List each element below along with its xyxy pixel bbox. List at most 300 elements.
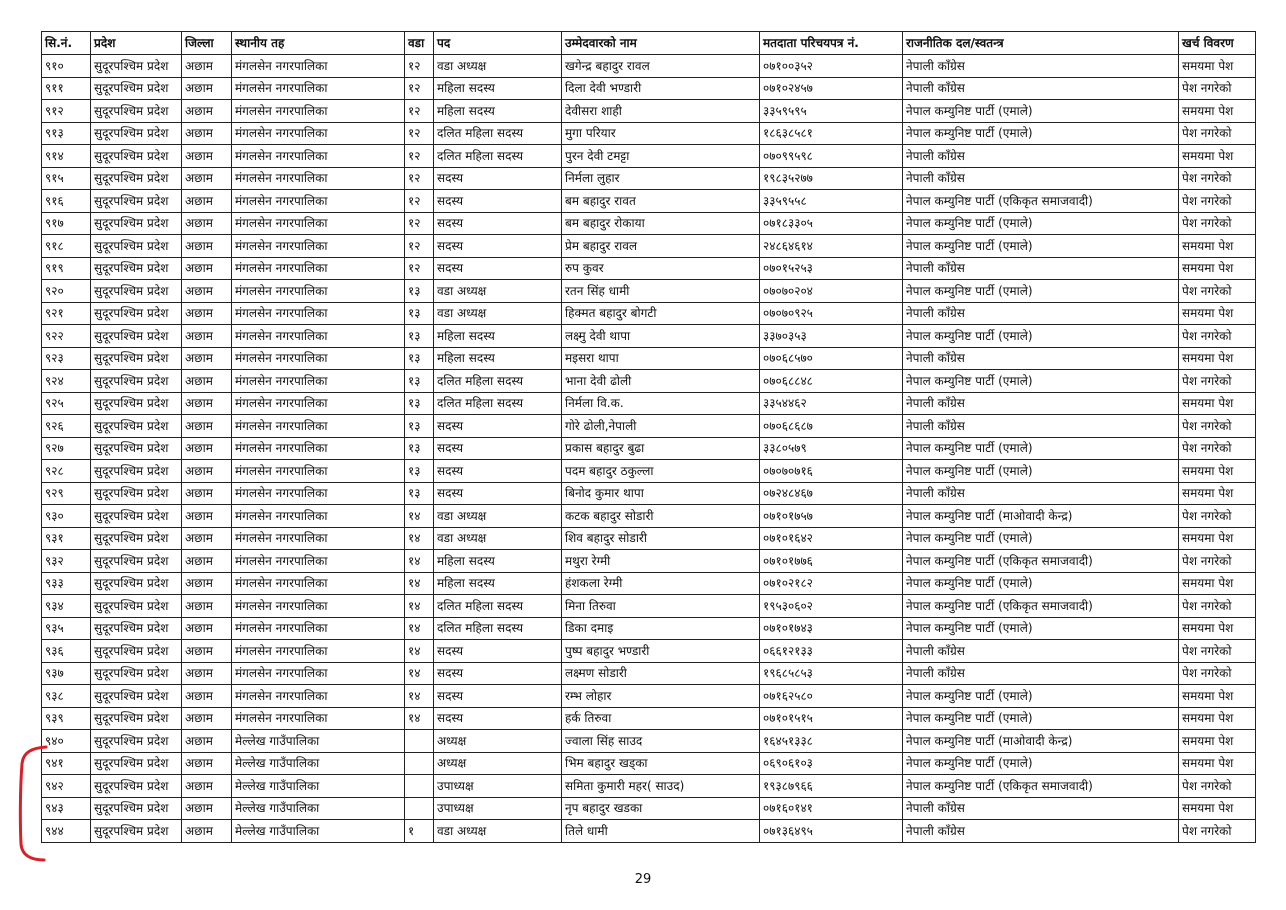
table-row — [42, 280, 1256, 303]
cell-post: सदस्य — [434, 212, 562, 235]
cell-district: अछाम — [182, 100, 232, 123]
cell-ward — [405, 775, 434, 798]
cell-post: वडा अध्यक्ष — [434, 527, 562, 550]
cell-post: सदस्य — [434, 415, 562, 438]
cell-province: सुदूरपश्चिम प्रदेश — [91, 617, 182, 640]
cell-voter-id: ०७१३६४९५ — [760, 820, 903, 843]
cell-candidate-name: बिनोद कुमार थापा — [562, 482, 760, 505]
table-row — [42, 595, 1256, 618]
cell-party: नेपाली काँग्रेस — [903, 302, 1179, 325]
cell-serial: ९३१ — [42, 527, 91, 550]
cell-post: वडा अध्यक्ष — [434, 302, 562, 325]
cell-expense-status: पेश नगरेको — [1179, 595, 1256, 618]
cell-ward: १२ — [405, 145, 434, 168]
cell-party: नेपाल कम्युनिष्ट पार्टी (एमाले) — [903, 370, 1179, 393]
cell-expense-status: समयमा पेश — [1179, 617, 1256, 640]
cell-local-level: मंगलसेन नगरपालिका — [232, 550, 405, 573]
cell-province: सुदूरपश्चिम प्रदेश — [91, 730, 182, 753]
cell-district: अछाम — [182, 347, 232, 370]
cell-local-level: मंगलसेन नगरपालिका — [232, 190, 405, 213]
cell-post: सदस्य — [434, 640, 562, 663]
cell-province: सुदूरपश्चिम प्रदेश — [91, 347, 182, 370]
cell-ward: १४ — [405, 550, 434, 573]
cell-ward: १२ — [405, 77, 434, 100]
table-row — [42, 775, 1256, 798]
cell-serial: ९४४ — [42, 820, 91, 843]
cell-serial: ९२४ — [42, 370, 91, 393]
cell-post: सदस्य — [434, 167, 562, 190]
cell-local-level: मंगलसेन नगरपालिका — [232, 482, 405, 505]
cell-expense-status: पेश नगरेको — [1179, 640, 1256, 663]
cell-expense-status: समयमा पेश — [1179, 460, 1256, 483]
cell-local-level: मंगलसेन नगरपालिका — [232, 415, 405, 438]
cell-voter-id: १९८३५२७७ — [760, 167, 903, 190]
column-header-province: प्रदेश — [91, 32, 182, 55]
cell-province: सुदूरपश्चिम प्रदेश — [91, 145, 182, 168]
cell-candidate-name: पुष्प बहादुर भण्डारी — [562, 640, 760, 663]
cell-post: सदस्य — [434, 235, 562, 258]
table-row — [42, 190, 1256, 213]
cell-district: अछाम — [182, 77, 232, 100]
cell-expense-status: समयमा पेश — [1179, 145, 1256, 168]
cell-province: सुदूरपश्चिम प्रदेश — [91, 122, 182, 145]
cell-province: सुदूरपश्चिम प्रदेश — [91, 685, 182, 708]
table-row — [42, 550, 1256, 573]
cell-expense-status: पेश नगरेको — [1179, 505, 1256, 528]
cell-province: सुदूरपश्चिम प्रदेश — [91, 550, 182, 573]
cell-post: दलित महिला सदस्य — [434, 370, 562, 393]
table-row — [42, 662, 1256, 685]
cell-candidate-name: हर्क तिरुवा — [562, 707, 760, 730]
cell-province: सुदूरपश्चिम प्रदेश — [91, 797, 182, 820]
cell-expense-status: समयमा पेश — [1179, 707, 1256, 730]
cell-candidate-name: पुरन देवी टमट्टा — [562, 145, 760, 168]
cell-expense-status: समयमा पेश — [1179, 235, 1256, 258]
cell-post: दलित महिला सदस्य — [434, 392, 562, 415]
cell-ward: १४ — [405, 707, 434, 730]
cell-district: अछाम — [182, 482, 232, 505]
table-row — [42, 145, 1256, 168]
cell-serial: ९२५ — [42, 392, 91, 415]
table-row — [42, 257, 1256, 280]
cell-voter-id: ३३८०५७९ — [760, 437, 903, 460]
cell-ward: १३ — [405, 392, 434, 415]
cell-candidate-name: रतन सिंह धामी — [562, 280, 760, 303]
cell-expense-status: समयमा पेश — [1179, 685, 1256, 708]
cell-voter-id: २४८६४६१४ — [760, 235, 903, 258]
cell-expense-status: समयमा पेश — [1179, 392, 1256, 415]
cell-candidate-name: मइसरा थापा — [562, 347, 760, 370]
cell-voter-id: ०६६१२१३३ — [760, 640, 903, 663]
cell-party: नेपाली काँग्रेस — [903, 797, 1179, 820]
cell-post: दलित महिला सदस्य — [434, 122, 562, 145]
cell-district: अछाम — [182, 662, 232, 685]
page-number: 29 — [634, 872, 652, 887]
cell-local-level: मंगलसेन नगरपालिका — [232, 460, 405, 483]
cell-candidate-name: हिक्मत बहादुर बोगटी — [562, 302, 760, 325]
cell-candidate-name: रम्भ लोहार — [562, 685, 760, 708]
cell-party: नेपाली काँग्रेस — [903, 55, 1179, 78]
cell-candidate-name: खगेन्द्र बहादुर रावल — [562, 55, 760, 78]
cell-local-level: मंगलसेन नगरपालिका — [232, 347, 405, 370]
cell-expense-status: पेश नगरेको — [1179, 122, 1256, 145]
cell-party: नेपाली काँग्रेस — [903, 77, 1179, 100]
handwritten-bracket-annotation — [14, 744, 54, 864]
cell-local-level: मेल्लेख गाउँपालिका — [232, 752, 405, 775]
cell-voter-id: ०७०१५२५३ — [760, 257, 903, 280]
cell-district: अछाम — [182, 797, 232, 820]
cell-post: महिला सदस्य — [434, 572, 562, 595]
cell-local-level: मंगलसेन नगरपालिका — [232, 370, 405, 393]
cell-post: वडा अध्यक्ष — [434, 820, 562, 843]
cell-local-level: मंगलसेन नगरपालिका — [232, 617, 405, 640]
cell-district: अछाम — [182, 212, 232, 235]
cell-ward: १२ — [405, 167, 434, 190]
cell-district: अछाम — [182, 775, 232, 798]
cell-party: नेपाल कम्युनिष्ट पार्टी (एमाले) — [903, 437, 1179, 460]
table-row — [42, 100, 1256, 123]
cell-party: नेपाल कम्युनिष्ट पार्टी (एमाले) — [903, 122, 1179, 145]
cell-province: सुदूरपश्चिम प्रदेश — [91, 167, 182, 190]
column-header-candidate-name: उम्मेदवारको नाम — [562, 32, 760, 55]
table-row — [42, 752, 1256, 775]
column-header-post: पद — [434, 32, 562, 55]
cell-ward: १३ — [405, 325, 434, 348]
cell-voter-id: १९५३०६०२ — [760, 595, 903, 618]
cell-district: अछाम — [182, 820, 232, 843]
cell-voter-id: ०७१००३५२ — [760, 55, 903, 78]
cell-local-level: मंगलसेन नगरपालिका — [232, 572, 405, 595]
cell-post: उपाध्यक्ष — [434, 797, 562, 820]
cell-ward: १३ — [405, 370, 434, 393]
cell-ward: १३ — [405, 347, 434, 370]
cell-expense-status: पेश नगरेको — [1179, 77, 1256, 100]
column-header-ward: वडा — [405, 32, 434, 55]
cell-post: सदस्य — [434, 662, 562, 685]
cell-party: नेपाली काँग्रेस — [903, 392, 1179, 415]
cell-voter-id: ०७०६८६८७ — [760, 415, 903, 438]
cell-local-level: मंगलसेन नगरपालिका — [232, 392, 405, 415]
cell-expense-status: समयमा पेश — [1179, 482, 1256, 505]
cell-candidate-name: गोरे ढोली,नेपाली — [562, 415, 760, 438]
cell-serial: ९२८ — [42, 460, 91, 483]
table-row — [42, 167, 1256, 190]
cell-district: अछाम — [182, 302, 232, 325]
cell-province: सुदूरपश्चिम प्रदेश — [91, 482, 182, 505]
cell-local-level: मंगलसेन नगरपालिका — [232, 595, 405, 618]
cell-voter-id: ०७०७०९२५ — [760, 302, 903, 325]
cell-voter-id: ०७१०१५१५ — [760, 707, 903, 730]
table-row — [42, 527, 1256, 550]
table-row — [42, 347, 1256, 370]
header-row — [42, 32, 1256, 55]
cell-serial: ९३९ — [42, 707, 91, 730]
cell-serial: ९३७ — [42, 662, 91, 685]
cell-party: नेपाल कम्युनिष्ट पार्टी (एमाले) — [903, 212, 1179, 235]
cell-candidate-name: डिका दमाइ — [562, 617, 760, 640]
cell-post: वडा अध्यक्ष — [434, 505, 562, 528]
cell-serial: ९१२ — [42, 100, 91, 123]
cell-voter-id: ०७१८३३०५ — [760, 212, 903, 235]
cell-voter-id: ३३५९५९५ — [760, 100, 903, 123]
cell-voter-id: ३३५४४६२ — [760, 392, 903, 415]
cell-district: अछाम — [182, 640, 232, 663]
cell-ward: १४ — [405, 662, 434, 685]
table-row — [42, 572, 1256, 595]
cell-serial: ९४१ — [42, 752, 91, 775]
cell-district: अछाम — [182, 257, 232, 280]
table-row — [42, 122, 1256, 145]
cell-candidate-name: ज्वाला सिंह साउद — [562, 730, 760, 753]
cell-ward: १२ — [405, 122, 434, 145]
cell-ward: १३ — [405, 437, 434, 460]
table-row — [42, 820, 1256, 843]
table-row — [42, 415, 1256, 438]
cell-district: अछाम — [182, 55, 232, 78]
cell-local-level: मंगलसेन नगरपालिका — [232, 55, 405, 78]
cell-ward: १४ — [405, 505, 434, 528]
cell-candidate-name: मिना तिरुवा — [562, 595, 760, 618]
cell-province: सुदूरपश्चिम प्रदेश — [91, 190, 182, 213]
table-row — [42, 212, 1256, 235]
cell-voter-id: ०७१०१७४३ — [760, 617, 903, 640]
cell-voter-id: ३३७०३५३ — [760, 325, 903, 348]
cell-serial: ९१५ — [42, 167, 91, 190]
cell-voter-id: ०७०७०२०४ — [760, 280, 903, 303]
cell-local-level: मेल्लेख गाउँपालिका — [232, 775, 405, 798]
cell-expense-status: समयमा पेश — [1179, 55, 1256, 78]
cell-post: सदस्य — [434, 707, 562, 730]
cell-ward: १२ — [405, 190, 434, 213]
cell-party: नेपाल कम्युनिष्ट पार्टी (एमाले) — [903, 460, 1179, 483]
cell-serial: ९४२ — [42, 775, 91, 798]
cell-ward: १३ — [405, 280, 434, 303]
cell-party: नेपाल कम्युनिष्ट पार्टी (एमाले) — [903, 572, 1179, 595]
cell-serial: ९३२ — [42, 550, 91, 573]
cell-expense-status: पेश नगरेको — [1179, 820, 1256, 843]
cell-expense-status: पेश नगरेको — [1179, 662, 1256, 685]
cell-province: सुदूरपश्चिम प्रदेश — [91, 505, 182, 528]
cell-party: नेपाल कम्युनिष्ट पार्टी (एमाले) — [903, 617, 1179, 640]
cell-post: महिला सदस्य — [434, 77, 562, 100]
cell-district: अछाम — [182, 617, 232, 640]
cell-party: नेपाल कम्युनिष्ट पार्टी (एकिकृत समाजवादी) — [903, 595, 1179, 618]
cell-post: महिला सदस्य — [434, 325, 562, 348]
cell-candidate-name: देवीसरा शाही — [562, 100, 760, 123]
cell-local-level: मेल्लेख गाउँपालिका — [232, 797, 405, 820]
cell-ward: १४ — [405, 640, 434, 663]
table-row — [42, 77, 1256, 100]
cell-province: सुदूरपश्चिम प्रदेश — [91, 77, 182, 100]
table-row — [42, 370, 1256, 393]
cell-serial: ९३८ — [42, 685, 91, 708]
table-row — [42, 505, 1256, 528]
cell-ward: १४ — [405, 527, 434, 550]
cell-candidate-name: रुप कुवर — [562, 257, 760, 280]
cell-party: नेपाली काँग्रेस — [903, 640, 1179, 663]
column-header-local-level: स्थानीय तह — [232, 32, 405, 55]
cell-voter-id: ०७१०१६४२ — [760, 527, 903, 550]
cell-local-level: मंगलसेन नगरपालिका — [232, 212, 405, 235]
table-row — [42, 392, 1256, 415]
cell-voter-id: ०७१६२५८० — [760, 685, 903, 708]
cell-local-level: मंगलसेन नगरपालिका — [232, 145, 405, 168]
cell-local-level: मंगलसेन नगरपालिका — [232, 100, 405, 123]
cell-ward: १२ — [405, 235, 434, 258]
cell-serial: ९३४ — [42, 595, 91, 618]
cell-local-level: मंगलसेन नगरपालिका — [232, 235, 405, 258]
cell-ward — [405, 730, 434, 753]
cell-serial: ९३६ — [42, 640, 91, 663]
cell-serial: ९२९ — [42, 482, 91, 505]
cell-local-level: मेल्लेख गाउँपालिका — [232, 730, 405, 753]
cell-province: सुदूरपश्चिम प्रदेश — [91, 325, 182, 348]
cell-expense-status: पेश नगरेको — [1179, 280, 1256, 303]
cell-ward: १ — [405, 820, 434, 843]
cell-voter-id: ०७०६८८४८ — [760, 370, 903, 393]
column-header-voter-id: मतदाता परिचयपत्र नं. — [760, 32, 903, 55]
candidate-table — [41, 31, 1256, 843]
cell-party: नेपाल कम्युनिष्ट पार्टी (एमाले) — [903, 235, 1179, 258]
cell-candidate-name: हंशकला रेग्मी — [562, 572, 760, 595]
cell-local-level: मंगलसेन नगरपालिका — [232, 77, 405, 100]
cell-candidate-name: लक्ष्मु देवी थापा — [562, 325, 760, 348]
cell-province: सुदूरपश्चिम प्रदेश — [91, 595, 182, 618]
cell-district: अछाम — [182, 460, 232, 483]
cell-province: सुदूरपश्चिम प्रदेश — [91, 662, 182, 685]
cell-party: नेपाल कम्युनिष्ट पार्टी (एकिकृत समाजवादी) — [903, 550, 1179, 573]
cell-serial: ९१७ — [42, 212, 91, 235]
cell-province: सुदूरपश्चिम प्रदेश — [91, 460, 182, 483]
cell-expense-status: पेश नगरेको — [1179, 437, 1256, 460]
table-row — [42, 617, 1256, 640]
cell-expense-status: पेश नगरेको — [1179, 370, 1256, 393]
cell-ward: १२ — [405, 100, 434, 123]
cell-voter-id: ०७१०१७७६ — [760, 550, 903, 573]
cell-expense-status: पेश नगरेको — [1179, 775, 1256, 798]
cell-candidate-name: भिम बहादुर खड्का — [562, 752, 760, 775]
cell-district: अछाम — [182, 190, 232, 213]
cell-province: सुदूरपश्चिम प्रदेश — [91, 257, 182, 280]
cell-ward: १४ — [405, 572, 434, 595]
table-header — [42, 32, 1256, 55]
cell-candidate-name: मथुरा रेग्मी — [562, 550, 760, 573]
cell-voter-id: ०७०६८५७० — [760, 347, 903, 370]
cell-ward — [405, 752, 434, 775]
cell-candidate-name: प्रकास बहादुर बुढा — [562, 437, 760, 460]
cell-serial: ९१६ — [42, 190, 91, 213]
cell-candidate-name: बम बहादुर रोकाया — [562, 212, 760, 235]
cell-province: सुदूरपश्चिम प्रदेश — [91, 752, 182, 775]
cell-expense-status: पेश नगरेको — [1179, 190, 1256, 213]
table-body — [42, 55, 1256, 843]
cell-party: नेपाल कम्युनिष्ट पार्टी (एमाले) — [903, 752, 1179, 775]
cell-province: सुदूरपश्चिम प्रदेश — [91, 707, 182, 730]
cell-voter-id: ०७२४८४६७ — [760, 482, 903, 505]
cell-expense-status: समयमा पेश — [1179, 572, 1256, 595]
cell-serial: ९४३ — [42, 797, 91, 820]
cell-serial: ९२७ — [42, 437, 91, 460]
cell-district: अछाम — [182, 122, 232, 145]
cell-expense-status: समयमा पेश — [1179, 347, 1256, 370]
cell-post: महिला सदस्य — [434, 100, 562, 123]
cell-voter-id: १८६३८५८१ — [760, 122, 903, 145]
cell-party: नेपाली काँग्रेस — [903, 347, 1179, 370]
cell-district: अछाम — [182, 392, 232, 415]
cell-post: अध्यक्ष — [434, 752, 562, 775]
cell-province: सुदूरपश्चिम प्रदेश — [91, 415, 182, 438]
cell-voter-id: १९३८७९६६ — [760, 775, 903, 798]
cell-ward: १३ — [405, 482, 434, 505]
cell-party: नेपाल कम्युनिष्ट पार्टी (माओवादी केन्द्र) — [903, 730, 1179, 753]
cell-province: सुदूरपश्चिम प्रदेश — [91, 302, 182, 325]
cell-candidate-name: नृप बहादुर खडका — [562, 797, 760, 820]
cell-expense-status: समयमा पेश — [1179, 100, 1256, 123]
table-row — [42, 302, 1256, 325]
cell-post: उपाध्यक्ष — [434, 775, 562, 798]
table-row — [42, 55, 1256, 78]
cell-post: महिला सदस्य — [434, 347, 562, 370]
cell-party: नेपाल कम्युनिष्ट पार्टी (एकिकृत समाजवादी) — [903, 775, 1179, 798]
cell-district: अछाम — [182, 685, 232, 708]
table-row — [42, 707, 1256, 730]
cell-ward — [405, 797, 434, 820]
cell-party: नेपाल कम्युनिष्ट पार्टी (एमाले) — [903, 280, 1179, 303]
cell-local-level: मंगलसेन नगरपालिका — [232, 437, 405, 460]
cell-serial: ९१४ — [42, 145, 91, 168]
cell-post: सदस्य — [434, 685, 562, 708]
cell-voter-id: ०७०९९५९८ — [760, 145, 903, 168]
cell-party: नेपाली काँग्रेस — [903, 482, 1179, 505]
cell-expense-status: समयमा पेश — [1179, 527, 1256, 550]
cell-local-level: मंगलसेन नगरपालिका — [232, 325, 405, 348]
cell-serial: ९३३ — [42, 572, 91, 595]
cell-post: वडा अध्यक्ष — [434, 55, 562, 78]
cell-serial: ९१९ — [42, 257, 91, 280]
cell-candidate-name: प्रेम बहादुर रावल — [562, 235, 760, 258]
cell-party: नेपाली काँग्रेस — [903, 167, 1179, 190]
cell-serial: ९१३ — [42, 122, 91, 145]
cell-expense-status: समयमा पेश — [1179, 302, 1256, 325]
column-header-expense-status: खर्च विवरण — [1179, 32, 1256, 55]
cell-expense-status: पेश नगरेको — [1179, 550, 1256, 573]
cell-province: सुदूरपश्चिम प्रदेश — [91, 640, 182, 663]
table-row — [42, 797, 1256, 820]
cell-voter-id: ०७१०२१८२ — [760, 572, 903, 595]
cell-party: नेपाल कम्युनिष्ट पार्टी (माओवादी केन्द्र) — [903, 505, 1179, 528]
cell-local-level: मंगलसेन नगरपालिका — [232, 685, 405, 708]
cell-district: अछाम — [182, 370, 232, 393]
cell-expense-status: समयमा पेश — [1179, 752, 1256, 775]
cell-local-level: मंगलसेन नगरपालिका — [232, 257, 405, 280]
cell-expense-status: पेश नगरेको — [1179, 167, 1256, 190]
cell-local-level: मंगलसेन नगरपालिका — [232, 505, 405, 528]
cell-voter-id: ०७१०२४५७ — [760, 77, 903, 100]
cell-expense-status: पेश नगरेको — [1179, 415, 1256, 438]
cell-candidate-name: समिता कुमारी महर( साउद) — [562, 775, 760, 798]
cell-party: नेपाल कम्युनिष्ट पार्टी (एमाले) — [903, 527, 1179, 550]
cell-district: अछाम — [182, 527, 232, 550]
column-header-serial: सि.नं. — [42, 32, 91, 55]
cell-serial: ९१० — [42, 55, 91, 78]
cell-candidate-name: पदम बहादुर ठकुल्ला — [562, 460, 760, 483]
cell-province: सुदूरपश्चिम प्रदेश — [91, 235, 182, 258]
cell-party: नेपाली काँग्रेस — [903, 820, 1179, 843]
cell-post: महिला सदस्य — [434, 550, 562, 573]
cell-serial: ९११ — [42, 77, 91, 100]
cell-local-level: मंगलसेन नगरपालिका — [232, 167, 405, 190]
cell-district: अछाम — [182, 325, 232, 348]
